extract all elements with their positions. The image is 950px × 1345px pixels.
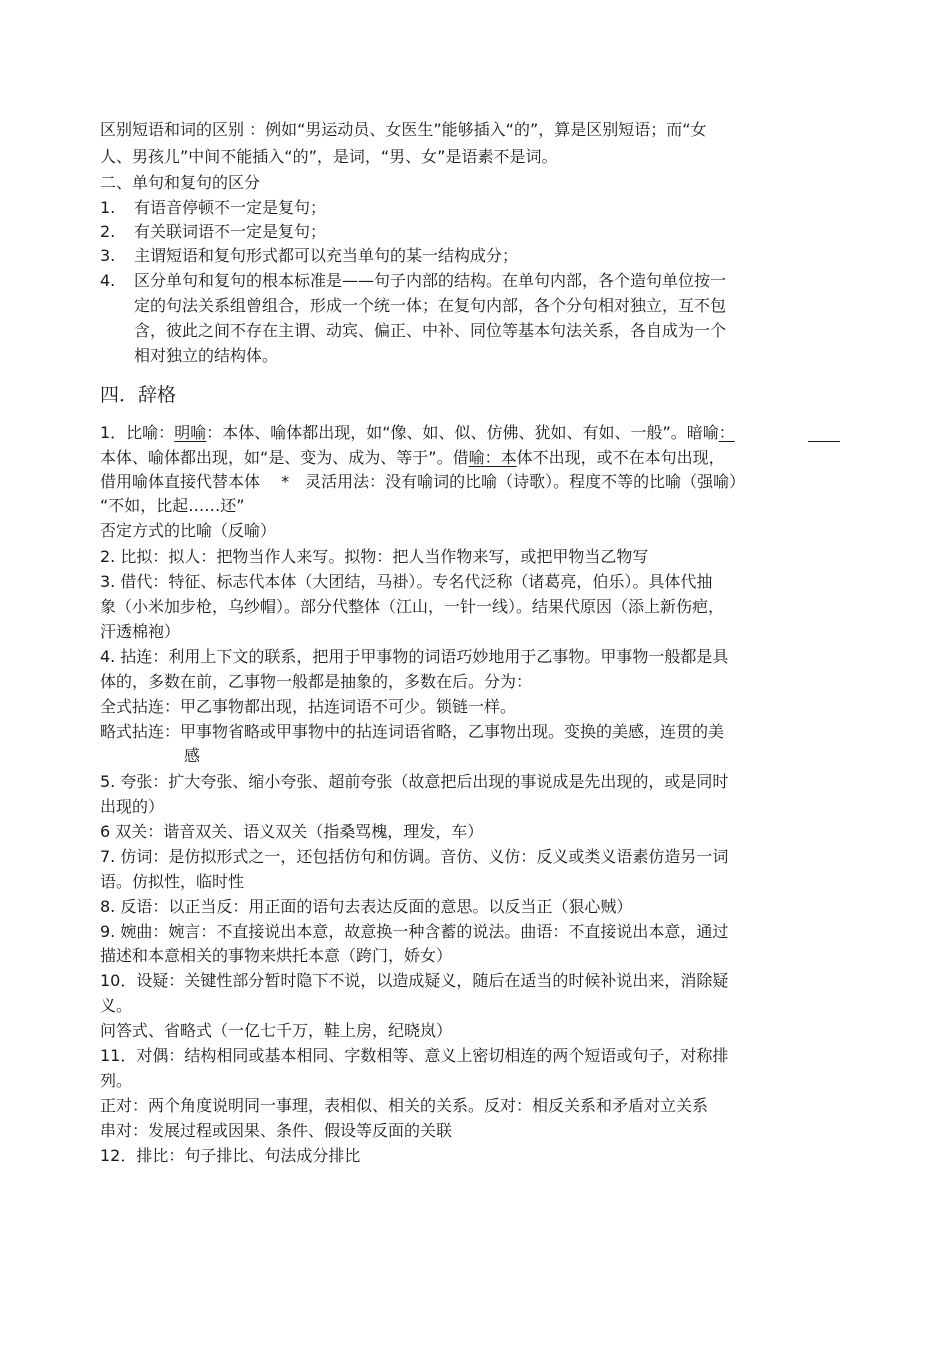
- text-line: 描述和本意相关的事物来烘托本意（跨门，娇女）: [100, 946, 453, 965]
- intro-line-1: 区别短语和词的区别 ：例如“男运动员、女医生”能够插入“的”，算是区别短语；而“女: [100, 120, 707, 139]
- text-line: 语。仿拟性，临时性: [100, 872, 245, 891]
- text-line: 问答式、省略式（一亿七千万，鞋上房，纪晓岚）: [100, 1021, 453, 1040]
- list-item: 相对独立的结构体。: [134, 346, 279, 365]
- text-line: 体的，多数在前，乙事物一般都是抽象的，多数在后。分为：: [100, 672, 533, 691]
- text-line: 否定方式的比喻（反喻）: [100, 521, 277, 540]
- text-line: 8. 反语：以正当反：用正面的语句去表达反面的意思。以反当正（狠心贼）: [100, 897, 633, 916]
- text-line: 5. 夸张：扩大夸张、缩小夸张、超前夸张（故意把后出现的事说成是先出现的，或是同时: [100, 772, 729, 791]
- list-number: 2.: [100, 222, 116, 241]
- metaphor-line: 1．比喻：明喻：本体、喻体都出现，如“像、如、似、仿佛、犹如、有如、一般”。暗喻：: [100, 423, 735, 442]
- list-item: 含，彼此之间不存在主谓、动宾、偏正、中补、同位等基本句法关系，各自成为一个: [134, 321, 727, 340]
- text-line: 12．排比：句子排比、句法成分排比: [100, 1146, 361, 1165]
- list-number: 4.: [100, 271, 116, 290]
- text-line: 6 双关：谐音双关、语义双关（指桑骂槐，理发，车）: [100, 822, 484, 841]
- list-item: 有语音停顿不一定是复句；: [134, 198, 327, 217]
- list-item: 主谓短语和复句形式都可以充当单句的某一结构成分；: [134, 246, 519, 265]
- text-line: 义。: [100, 996, 133, 1015]
- text-line: 出现的）: [100, 797, 165, 816]
- section-4-title: 四．辞格: [100, 384, 177, 406]
- metaphor-line-2: 本体、喻体都出现，如“是、变为、成为、等于”。借喻：本体不出现，或不在本句出现，: [100, 448, 725, 467]
- text-line: 10．设疑：关键性部分暂时隐下不说，以造成疑义，随后在适当的时候补说出来，消除疑: [100, 971, 729, 990]
- text-line: 全式拈连：甲乙事物都出现，拈连词语不可少。锁链一样。: [100, 697, 517, 716]
- list-number: 3.: [100, 246, 116, 265]
- list-item: 区分单句和复句的根本标准是——句子内部的结构。在单句内部，各个造句单位按一: [134, 271, 727, 290]
- section-2-title: 二、单句和复句的区分: [100, 173, 261, 192]
- list-item: 有关联词语不一定是复句；: [134, 222, 327, 241]
- intro-line-2: 人、男孩儿”中间不能插入“的”，是词，“男、女”是语素不是词。: [100, 147, 558, 166]
- text-line: 正对：两个角度说明同一事理，表相似、相关的关系。反对：相反关系和矛盾对立关系: [100, 1096, 709, 1115]
- text-line: 7. 仿词：是仿拟形式之一，还包括仿句和仿调。音仿、义仿：反义或类义语素仿造另一词: [100, 847, 729, 866]
- text-line: 汗透棉袍）: [100, 622, 181, 641]
- text-line: 借用喻体直接代替本体 * 灵活用法：没有喻词的比喻（诗歌）。程度不等的比喻（强喻）: [100, 472, 746, 491]
- text-line: 略式拈连：甲事物省略或甲事物中的拈连词语省略，乙事物出现。变换的美感，连贯的美: [100, 722, 725, 741]
- list-number: 1.: [100, 198, 116, 217]
- text-line: 9. 婉曲：婉言：不直接说出本意，故意换一种含蓄的说法。曲语：不直接说出本意，通过: [100, 922, 729, 941]
- list-item: 定的句法关系组曾组合，形成一个统一体；在复句内部，各个分句相对独立，互不包: [134, 296, 727, 315]
- text-line: 11．对偶：结构相同或基本相同、字数相等、意义上密切相连的两个短语或句子，对称排: [100, 1046, 729, 1065]
- text-line: 感: [184, 746, 201, 765]
- text-line: 3. 借代：特征、标志代本体（大团结，马褂）。专名代泛称（诸葛亮，伯乐）。具体代抽: [100, 572, 713, 591]
- underline-blank: [808, 441, 840, 442]
- text-line: 象（小米加步枪，乌纱帽）。部分代整体（江山，一针一线）。结果代原因（添上新伤疤，: [100, 597, 725, 616]
- text-line: 4. 拈连：利用上下文的联系，把用于甲事物的词语巧妙地用于乙事物。甲事物一般都是具: [100, 647, 729, 666]
- text-line: 串对：发展过程或因果、条件、假设等反面的关联: [100, 1121, 453, 1140]
- text-line: 2. 比拟：拟人：把物当作人来写。拟物：把人当作物来写，或把甲物当乙物写: [100, 547, 649, 566]
- text-line: “不如，比起……还”: [100, 496, 245, 515]
- text-line: 列。: [100, 1071, 133, 1090]
